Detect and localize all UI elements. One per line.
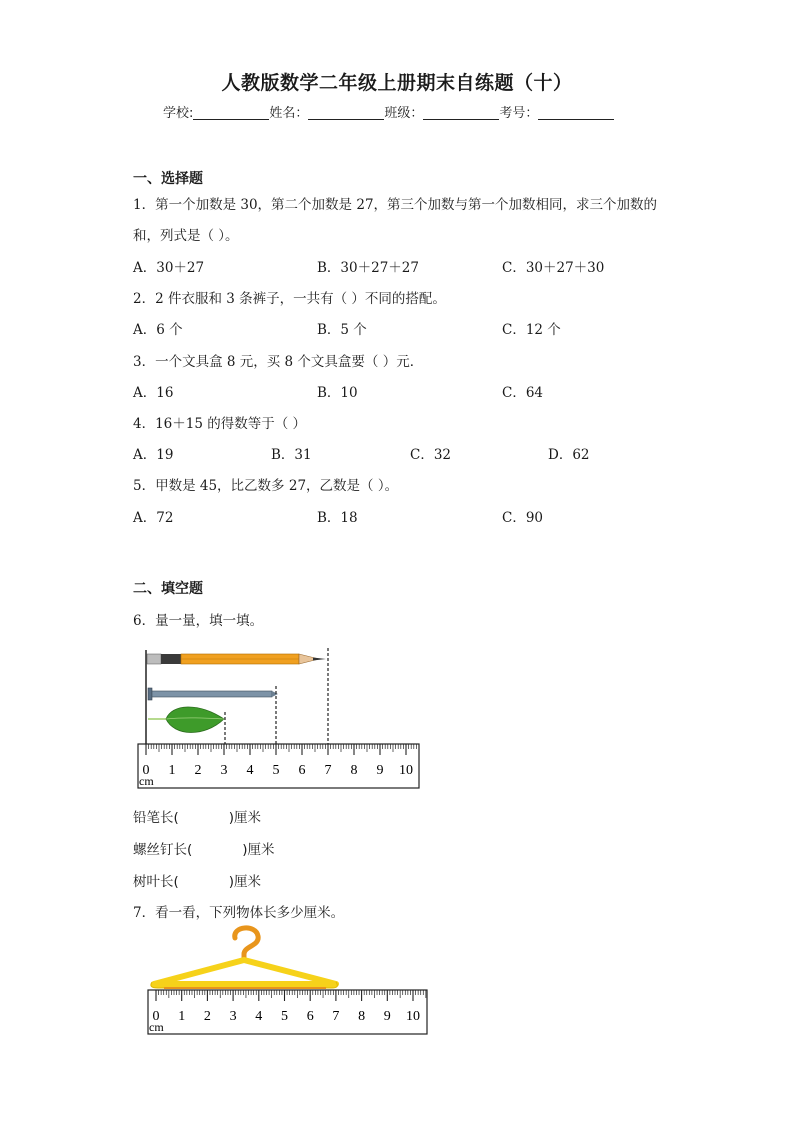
question-5-option-a[interactable]: A．72 [133,510,174,526]
section-choice-heading: 一、选择题 [133,171,203,187]
leaf-image [148,707,224,733]
school-label: 学校: [163,106,194,121]
measure-figure [130,642,430,790]
ruler-2-label: 7 [332,1009,340,1024]
ruler-label: 4 [246,763,254,778]
question-2: 2．2 件衣服和 3 条裤子，一共有（ ）不同的搭配。 [133,291,446,307]
question-5-option-b[interactable]: B．18 [317,510,358,526]
fill-leaf-length [133,870,261,890]
question-4-option-b[interactable]: B．31 [271,447,312,463]
fill-screw-length [133,838,275,858]
page-title: 人教版数学二年级上册期末自练题（十） [221,72,573,94]
ruler-label: 8 [350,763,358,778]
ruler-label: 6 [298,763,306,778]
section-fill-heading: 二、填空题 [133,581,203,597]
ruler-2-label: 10 [406,1009,420,1024]
ruler-2 [148,990,427,1034]
fill-leaf-unit: )厘米 [228,874,262,890]
number-label: 考号： [499,106,539,121]
question-2-option-b[interactable]: B．5 个 [317,322,367,338]
question-3: 3．一个文具盒 8 元，买 8 个文具盒要（ ）元． [133,354,424,370]
fill-pencil-unit: )厘米 [228,810,262,826]
screw-image [148,688,278,700]
question-3-option-c[interactable]: C．64 [502,385,544,401]
ruler-2-label: 9 [383,1009,391,1024]
name-label: 姓名： [269,106,309,121]
ruler-2-label: 3 [229,1009,237,1024]
question-1-option-c[interactable]: C．30＋27＋30 [502,260,605,276]
fill-leaf-label: 树叶长( [133,874,179,890]
ruler-label: 3 [220,763,228,778]
question-4-option-a[interactable]: A．19 [133,447,174,463]
question-3-option-a[interactable]: A．16 [133,385,174,401]
question-5-option-c[interactable]: C．90 [502,510,544,526]
student-info-line [163,102,614,121]
ruler-2-label: 1 [178,1009,186,1024]
ruler-2-label: 0 [152,1009,160,1024]
question-7: 7．看一看，下列物体长多少厘米。 [133,905,345,921]
ruler-2-label: 8 [358,1009,366,1024]
ruler-2-unit: cm [149,1020,164,1034]
question-6: 6．量一量，填一填。 [133,613,264,629]
question-1-option-a[interactable]: A．30＋27 [133,260,205,276]
ruler-2-label: 6 [306,1009,314,1024]
question-2-option-a[interactable]: A．6 个 [133,322,183,338]
question-5: 5．甲数是 45，比乙数多 27，乙数是（ ）。 [133,478,399,494]
fill-screw-unit: )厘米 [242,842,275,858]
ruler [138,744,419,788]
question-3-option-b[interactable]: B．10 [317,385,358,401]
hanger-figure [140,922,432,1038]
ruler-label: 2 [194,763,202,778]
question-4-option-d[interactable]: D．62 [548,447,590,463]
ruler-unit: cm [139,774,154,788]
ruler-2-label: 2 [203,1009,211,1024]
question-1-line-1: 1．第一个加数是 30，第二个加数是 27，第三个加数与第一个加数相同，求三个加数的 [133,197,658,213]
ruler-label: 5 [272,763,280,778]
fill-pencil-label: 铅笔长( [133,810,179,826]
question-1-option-b[interactable]: B．30＋27＋27 [317,260,419,276]
fill-pencil-length [133,806,261,826]
question-4-option-c[interactable]: C．32 [410,447,452,463]
fill-screw-label: 螺丝钉长( [133,842,193,858]
question-4: 4．16＋15 的得数等于（ ） [133,416,307,432]
ruler-label: 7 [324,763,332,778]
pencil-image [147,654,326,664]
ruler-2-label: 5 [281,1009,288,1024]
ruler-label: 9 [376,763,384,778]
question-1-line-2: 和，列式是（ ）。 [133,228,239,244]
ruler-2-label: 4 [255,1009,263,1024]
school-blank[interactable] [193,105,269,120]
ruler-label: 10 [399,763,413,778]
class-label: 班级： [384,106,424,121]
ruler-label: 1 [168,763,176,778]
question-2-option-c[interactable]: C．12 个 [502,322,561,338]
number-blank[interactable] [538,105,614,120]
name-blank[interactable] [308,105,384,120]
class-blank[interactable] [423,105,499,120]
ruler-label: 0 [142,763,150,778]
hanger-image [151,928,337,988]
